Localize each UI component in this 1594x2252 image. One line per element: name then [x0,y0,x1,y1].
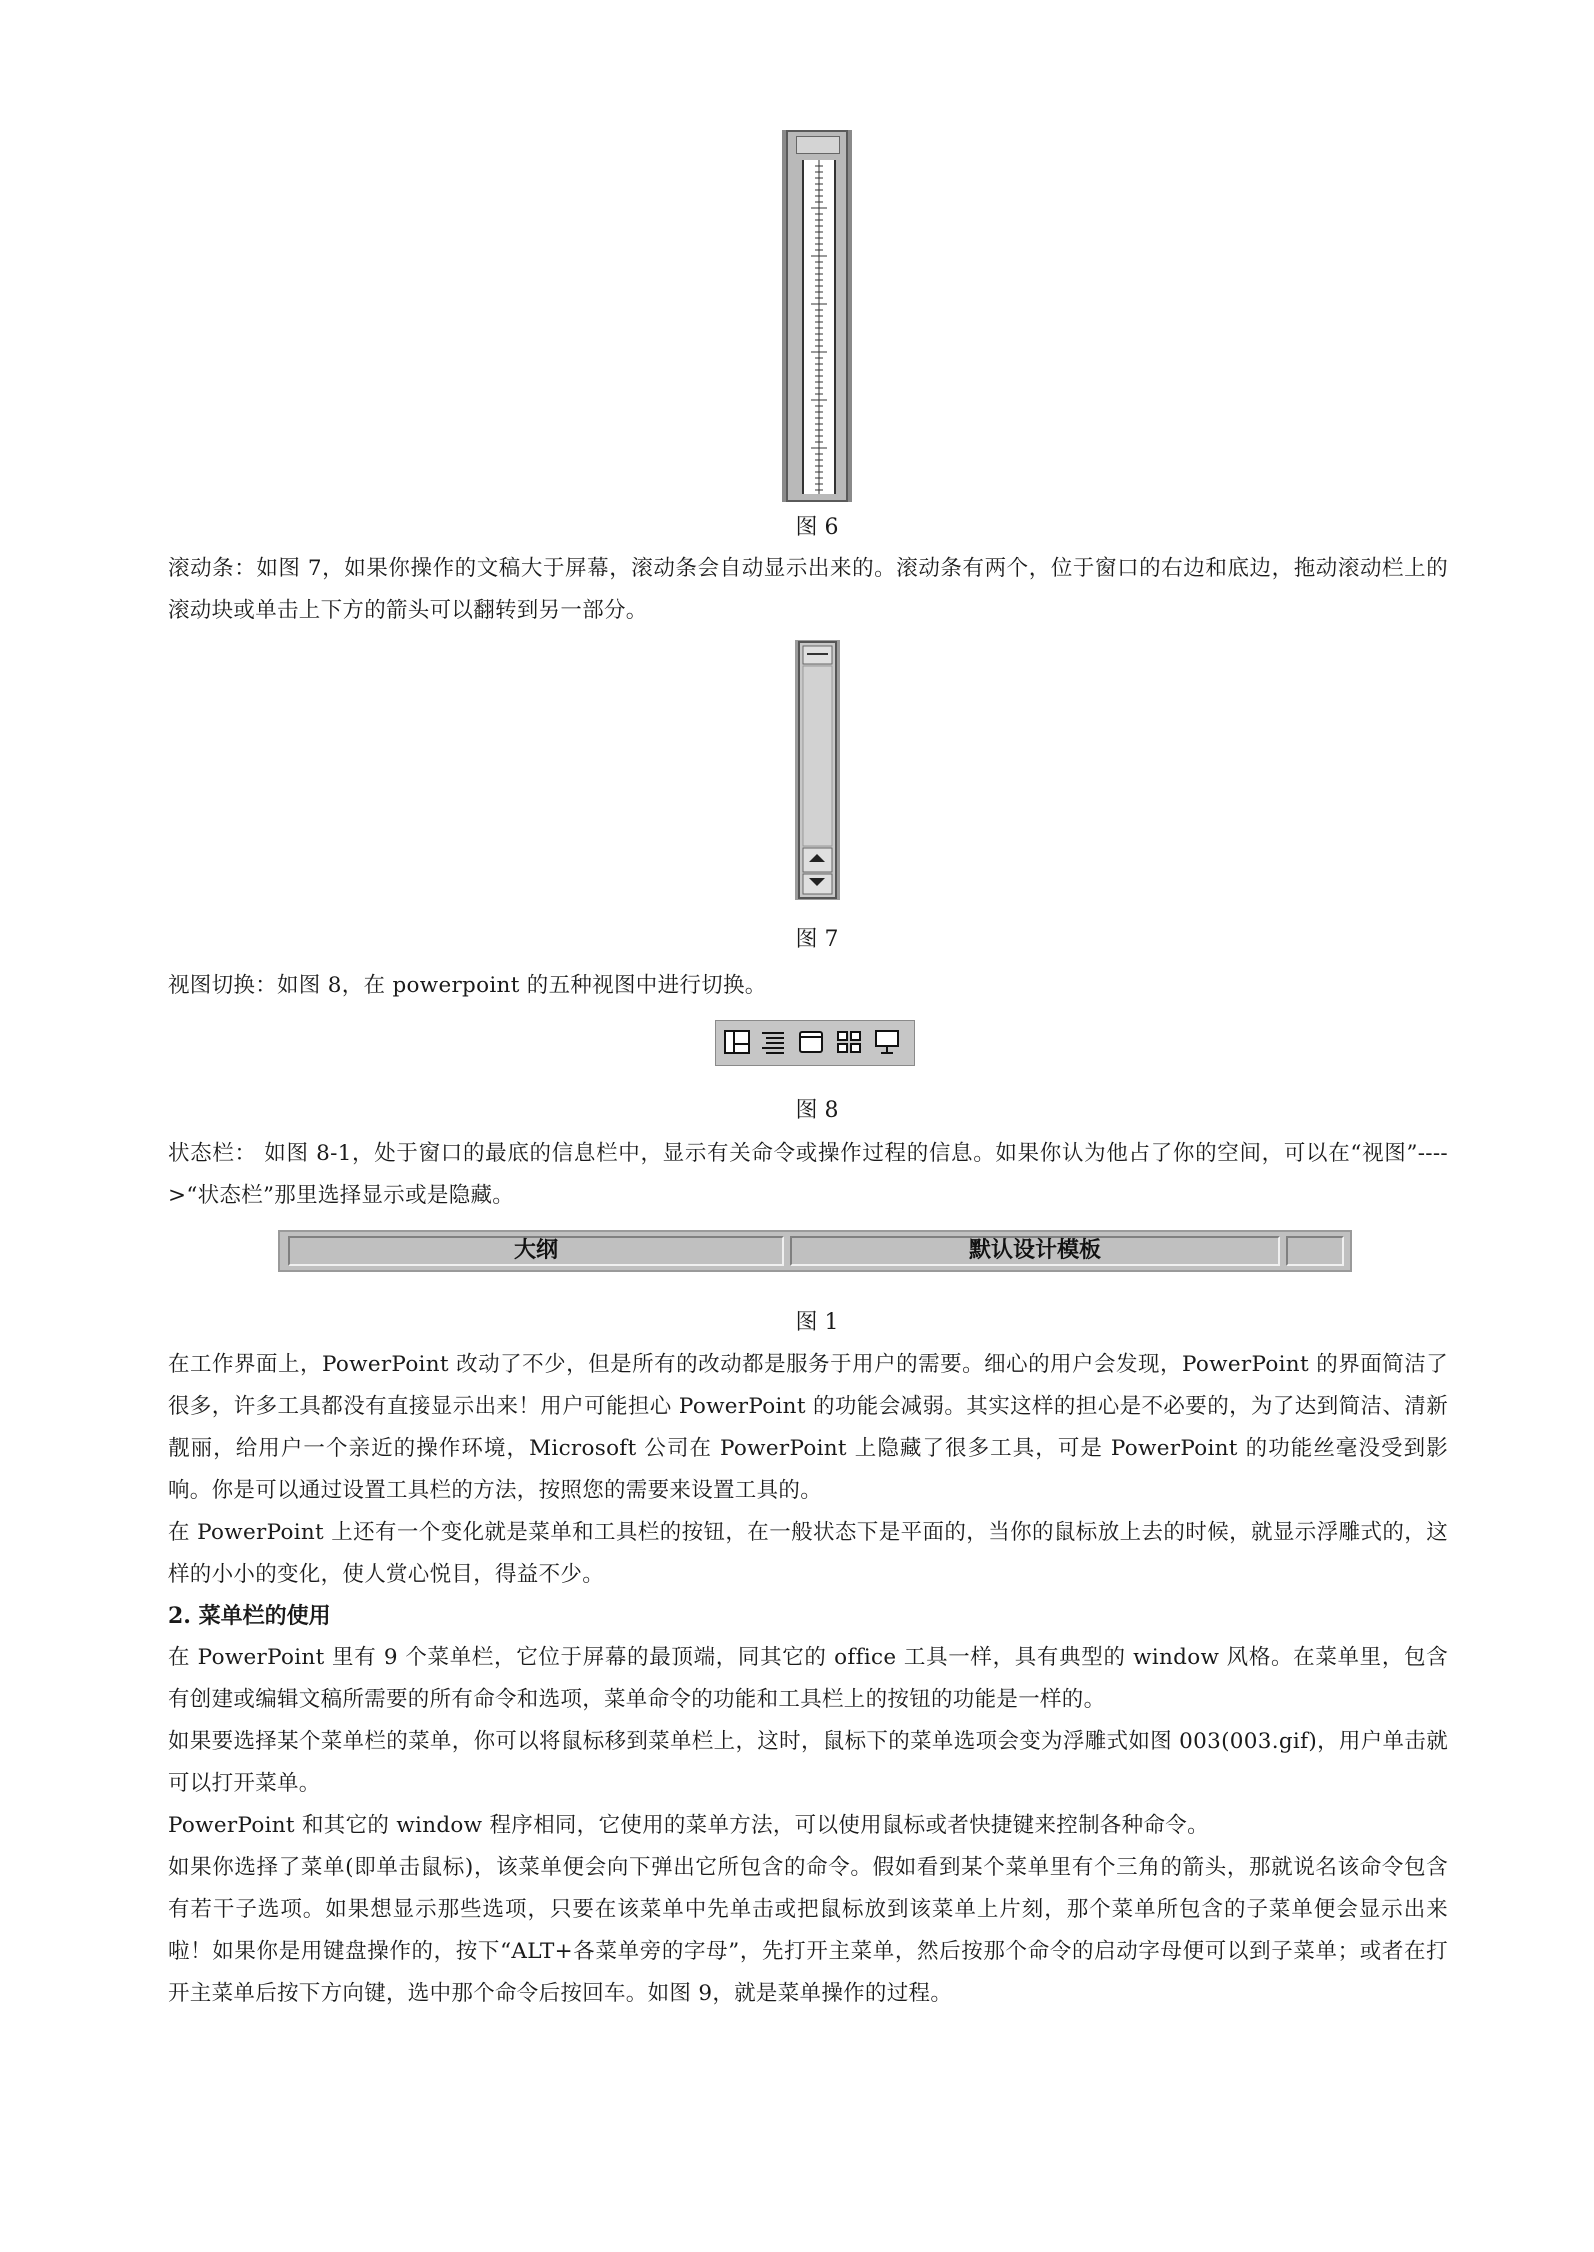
vertical-ruler-figure [782,130,852,502]
menubar-paragraph: 在 PowerPoint 里有 9 个菜单栏，它位于屏幕的最顶端，同其它的 office 工具一样，具有典型的 window 风格。在菜单里，包含有创建或编辑文稿所需要的所有命令和选项，菜单命令的功能和工具栏上的按钮的功能是一样的。 [168,1645,1448,1712]
figure8-caption: 图 8 [795,1098,839,1123]
statusbar-cell-empty [1286,1236,1344,1266]
figure7-caption: 图 7 [795,927,839,952]
section-heading: 2. 菜单栏的使用 [168,1603,331,1629]
menu-method-paragraph: PowerPoint 和其它的 window 程序相同，它使用的菜单方法，可以使用鼠标或者快捷键来控制各种命令。 [168,1813,1209,1838]
statusbar-figure [278,1230,1352,1272]
scrollbar-figure [795,640,840,900]
menu-select-paragraph: 如果要选择某个菜单栏的菜单，你可以将鼠标移到菜单栏上，这时，鼠标下的菜单选项会变为浮雕式如图 003(003.gif)，用户单击就可以打开菜单。 [168,1729,1448,1796]
interface-paragraph: 在工作界面上，PowerPoint 改动了不少，但是所有的改动都是服务于用户的需要。细心的用户会发现，PowerPoint 的界面简洁了很多，许多工具都没有直接显示出来！用户可能担心 PowerPoint 的功能会减弱。其实这样的担心是不必要的，为了达到简洁、清新靓丽，给用户一个亲近的操作环境，Microsoft 公司在 PowerPoint 上隐藏了很多工具，可是 PowerPoint 的功能丝毫没受到影响。你是可以通过设置工具栏的方法，按照您的需要来设置工具的。 [168,1352,1448,1503]
ruler-strip [802,160,836,494]
outline-view-icon [758,1027,788,1057]
statusbar-cell-template: 默认设计模板 [790,1236,1280,1266]
normal-view-icon [722,1027,752,1057]
slide-view-icon [796,1027,826,1057]
scrollbar-icon [795,640,840,900]
scrollbar-paragraph: 滚动条：如图 7，如果你操作的文稿大于屏幕，滚动条会自动显示出来的。滚动条有两个，位于窗口的右边和底边，拖动滚动栏上的滚动块或单击上下方的箭头可以翻转到另一部分。 [168,556,1448,623]
ruler-frame [786,130,848,502]
figure1-caption: 图 1 [795,1310,839,1335]
viewswitch-paragraph: 视图切换：如图 8，在 powerpoint 的五种视图中进行切换。 [168,973,767,998]
ruler-ticks-icon [804,160,834,494]
slide-sorter-icon [834,1027,864,1057]
menu-operation-paragraph: 如果你选择了菜单(即单击鼠标)，该菜单便会向下弹出它所包含的命令。假如看到某个菜单里有个三角的箭头，那就说名该命令包含有若干子选项。如果想显示那些选项，只要在该菜单中先单击或把鼠标放到该菜单上片刻，那个菜单所包含的子菜单便会显示出来啦！如果你是用键盘操作的，按下“ALT+各菜单旁的字母”，先打开主菜单，然后按那个命令的启动字母便可以到子菜单；或者在打开主菜单后按下方向键，选中那个命令后按回车。如图 9，就是菜单操作的过程。 [168,1855,1448,2006]
figure6-caption: 图 6 [795,515,839,540]
statusbar-paragraph: 状态栏： 如图 8-1，处于窗口的最底的信息栏中，显示有关命令或操作过程的信息。如果你认为他占了你的空间，可以在“视图”---->“状态栏”那里选择显示或是隐藏。 [168,1141,1448,1208]
slide-show-icon [872,1027,902,1057]
toolbar-change-paragraph: 在 PowerPoint 上还有一个变化就是菜单和工具栏的按钮，在一般状态下是平面的，当你的鼠标放上去的时候，就显示浮雕式的，这样的小小的变化，使人赏心悦目，得益不少。 [168,1520,1448,1587]
ruler-top-button [796,136,840,154]
statusbar-cell-outline: 大纲 [288,1236,784,1266]
view-switch-figure [715,1020,915,1066]
